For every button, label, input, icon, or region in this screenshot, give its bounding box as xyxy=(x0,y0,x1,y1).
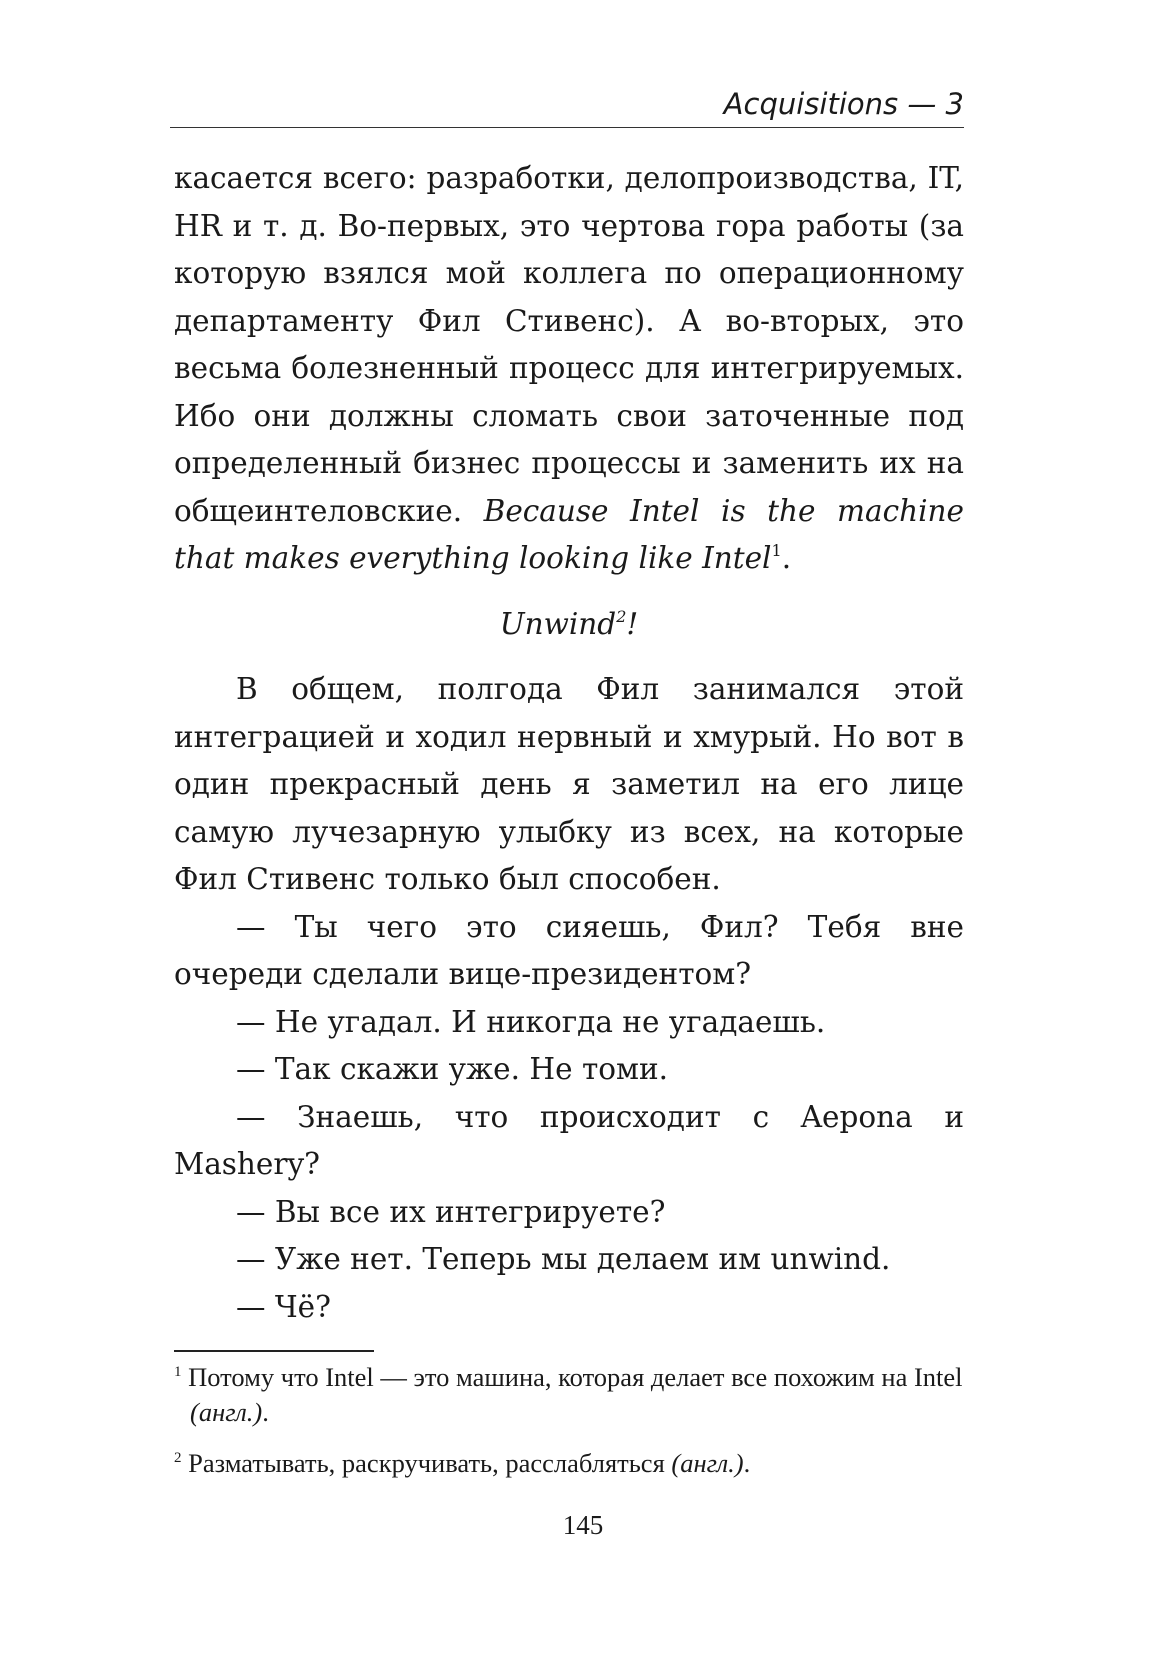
footnote-2-note: (англ.) xyxy=(671,1448,744,1478)
footnote-2-text: Разматывать, раскручивать, расслабляться xyxy=(188,1448,672,1478)
footnotes xyxy=(174,1360,964,1497)
footnote-1-text: Потому что Intel — это машина, которая делает все похожим на Intel xyxy=(188,1362,963,1392)
footnote-ref-2: 2 xyxy=(616,606,627,626)
page-number: 145 xyxy=(562,1510,604,1540)
dialogue-line: — Чё? xyxy=(236,1289,331,1324)
dialogue-line: — Вы все их интегрируете? xyxy=(236,1194,666,1229)
section-title-end: ! xyxy=(626,606,639,641)
paragraph-1-end: . xyxy=(781,541,792,575)
paragraph-1-italic: Because Intel is the machine that makes everything looking like Intel xyxy=(174,493,964,575)
dialogue-line: — Уже нет. Теперь мы делаем им unwind. xyxy=(236,1242,891,1276)
footnote-1 xyxy=(174,1360,964,1430)
paragraph-2: В общем, полгода Фил занимался этой интеграцией и ходил нервный и хмурый. Но вот в один прекрасный день я заметил на его лице самую лучезарную улыбку из всех, на которые Фил Стивенс только был способен. xyxy=(174,672,964,896)
footnote-2-mark: 2 xyxy=(174,1450,182,1466)
dialogue-line: — Ты чего это сияешь, Фил? Тебя вне очереди сделали вице-президентом? xyxy=(174,909,964,991)
footnote-1-end: . xyxy=(262,1397,269,1427)
section-title xyxy=(174,601,964,649)
section-title-text: Unwind xyxy=(499,606,617,641)
dialogue-line: — Не угадал. И никогда не угадаешь. xyxy=(236,1004,826,1039)
footnote-2-end: . xyxy=(743,1448,751,1478)
footnote-rule xyxy=(174,1350,374,1352)
paragraph-1 xyxy=(174,155,964,583)
dialogue-line: — Знаешь, что происходит с Aepona и Mashery? xyxy=(174,1099,964,1181)
body-text xyxy=(174,155,964,1331)
footnote-1-note: (англ.) xyxy=(190,1397,263,1427)
footnote-ref-1: 1 xyxy=(771,541,782,560)
paragraph-1-text: касается всего: разработки, делопроизводства, IT, HR и т. д. Во-первых, это чертова гора работы (за которую взялся мой коллега по операционному департаменту Фил Стивенс). А во-вторых, это весьма болезненный процесс для интегрируемых. Ибо они должны сломать свои заточенные под определенный бизнес процессы и заменить их на общеинтеловские. xyxy=(174,161,964,528)
footnote-1-mark: 1 xyxy=(174,1364,182,1380)
footnote-2 xyxy=(174,1446,964,1481)
header-rule xyxy=(170,127,964,128)
dialogue-line: — Так скажи уже. Не томи. xyxy=(236,1052,669,1086)
running-head: Acquisitions — 3 xyxy=(723,87,964,121)
